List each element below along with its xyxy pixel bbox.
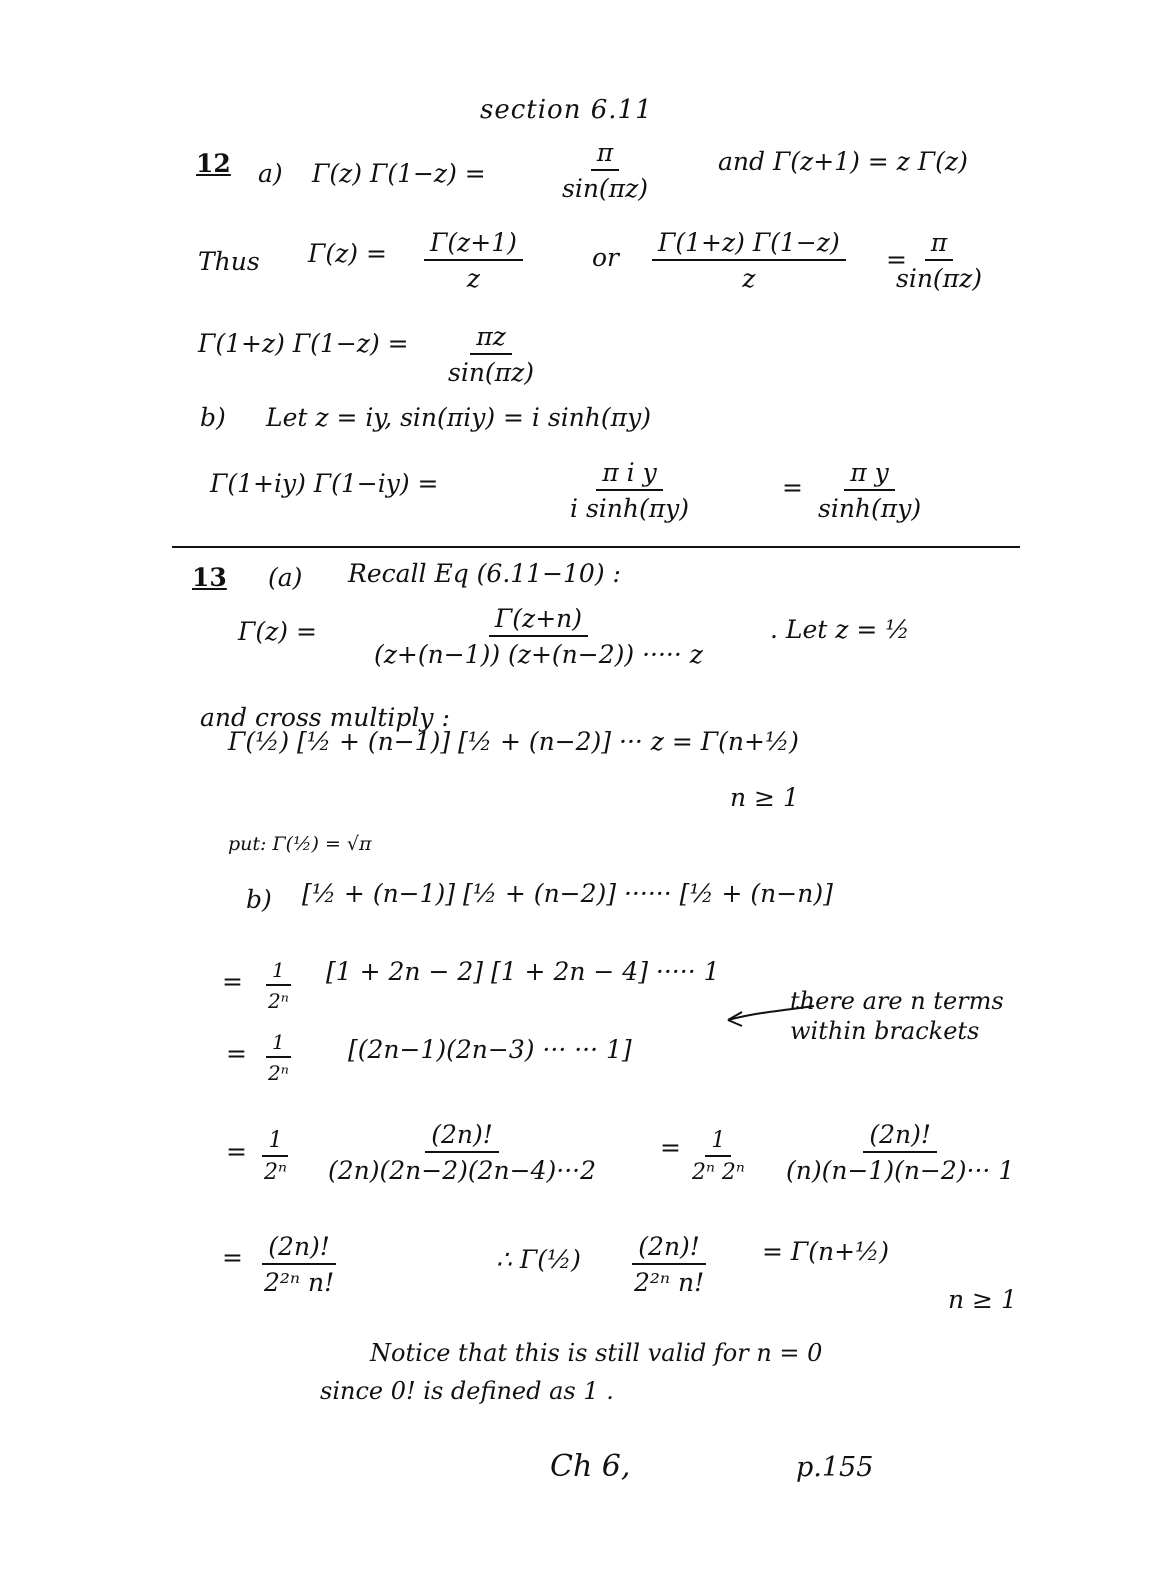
fraction-denominator: sinh(πy): [818, 494, 922, 523]
fraction-denominator: 2²ⁿ n!: [634, 1268, 705, 1297]
part-13a-label: (a): [268, 563, 303, 592]
part-13b-label: b): [246, 885, 272, 914]
line4-equals: =: [226, 1137, 247, 1166]
put-gamma-half: put: Γ(½) = √π: [228, 833, 372, 855]
condition-n-ge-1-b: n ≥ 1: [948, 1285, 1017, 1314]
problem-12-number: 12: [196, 149, 231, 178]
thus-fraction-2: [652, 228, 846, 293]
fraction-denominator: sin(πz): [448, 358, 535, 387]
bracket-terms-annotation: there are n terms within brackets: [790, 987, 1004, 1045]
fraction-numerator: (2n)!: [262, 1232, 336, 1265]
fraction-denominator: (z+(n−1)) (z+(n−2)) ····· z: [374, 640, 703, 669]
fraction-numerator: 1: [705, 1128, 731, 1157]
notice-line-2: since 0! is defined as 1 .: [320, 1377, 614, 1405]
or-word: or: [592, 243, 620, 272]
fraction-denominator: z: [466, 264, 481, 293]
therefore-gamma-half: ∴ Γ(½): [496, 1245, 581, 1274]
gamma-z-lhs: Γ(z) =: [238, 617, 317, 646]
section-title: section 6.11: [480, 95, 653, 125]
fraction-numerator: Γ(1+z) Γ(1−z): [652, 228, 846, 261]
thus-word: Thus: [198, 247, 260, 276]
fraction-denominator: (2n)(2n−2)(2n−4)···2: [328, 1156, 596, 1185]
line3-brackets: [(2n−1)(2n−3) ··· ··· 1]: [348, 1035, 632, 1064]
fraction-denominator: 2ⁿ: [268, 989, 289, 1013]
thus-equals: =: [886, 245, 907, 274]
chapter-label: Ch 6,: [550, 1449, 631, 1484]
line2-fraction: [262, 958, 295, 1013]
fraction-numerator: π y: [844, 458, 895, 491]
fraction-denominator: i sinh(πy): [570, 494, 690, 523]
notice-line-1: Notice that this is still valid for n = 0: [370, 1339, 823, 1367]
part-b-lhs: Γ(1+iy) Γ(1−iy) =: [210, 469, 439, 498]
line5-fraction-2: [628, 1232, 710, 1297]
fraction-numerator: 1: [266, 958, 291, 986]
line4-equals-2: =: [660, 1133, 681, 1162]
result-fraction: [442, 322, 540, 387]
line5-equals: =: [222, 1243, 243, 1272]
part-b-fraction-2: [812, 458, 927, 523]
fraction-numerator: (2n)!: [632, 1232, 706, 1265]
condition-n-ge-1-a: n ≥ 1: [730, 783, 799, 812]
line4-fraction-4: [780, 1120, 1020, 1185]
let-z-half: . Let z = ½: [770, 615, 910, 644]
line3-fraction: [262, 1030, 295, 1085]
line3-equals: =: [226, 1039, 247, 1068]
fraction-numerator: Γ(z+n): [489, 604, 588, 637]
fraction-numerator: 1: [266, 1030, 291, 1058]
thus-fraction-3: [890, 228, 988, 293]
fraction-denominator: sin(πz): [562, 174, 649, 203]
fraction-denominator: (n)(n−1)(n−2)··· 1: [786, 1156, 1015, 1185]
cross-multiply-product: Γ(½) [½ + (n−1)] [½ + (n−2)] ··· z = Γ(n+½): [228, 727, 799, 756]
fraction-denominator: 2ⁿ: [268, 1061, 289, 1085]
thus-lhs: Γ(z) =: [308, 239, 387, 268]
thus-fraction-1: [424, 228, 523, 293]
gamma-z-fraction: [368, 604, 709, 669]
fraction-denominator: z: [742, 264, 756, 293]
line5-result: = Γ(n+½): [762, 1237, 890, 1266]
fraction-numerator: π i y: [596, 458, 662, 491]
fraction-numerator: Γ(z+1): [424, 228, 523, 261]
recall-equation: Recall Eq (6.11−10) :: [348, 559, 621, 588]
part-a-label: a): [258, 159, 283, 188]
page-label: p.155: [796, 1452, 874, 1483]
fraction-denominator: sin(πz): [896, 264, 983, 293]
part-b-label: b): [200, 403, 226, 432]
line5-fraction-1: [258, 1232, 340, 1297]
fraction-denominator: 2²ⁿ n!: [264, 1268, 335, 1297]
fraction-numerator: π: [925, 228, 953, 261]
part-b-substitution: Let z = iy, sin(πiy) = i sinh(πy): [266, 403, 651, 432]
reflection-formula-fraction: [556, 138, 654, 203]
reflection-formula-lhs: Γ(z) Γ(1−z) =: [312, 159, 486, 188]
line2-equals: =: [222, 967, 243, 996]
fraction-denominator: 2ⁿ 2ⁿ: [692, 1160, 745, 1185]
fraction-numerator: 1: [262, 1128, 288, 1157]
cross-multiply-text: and cross multiply :: [200, 703, 450, 732]
fraction-numerator: (2n)!: [863, 1120, 937, 1153]
fraction-numerator: (2n)!: [425, 1120, 499, 1153]
bracket-product-line: [½ + (n−1)] [½ + (n−2)] ······ [½ + (n−n)]: [302, 879, 833, 908]
recurrence-formula: and Γ(z+1) = z Γ(z): [718, 147, 968, 176]
line2-brackets: [1 + 2n − 2] [1 + 2n − 4] ····· 1: [326, 957, 720, 986]
result-lhs: Γ(1+z) Γ(1−z) =: [198, 329, 409, 358]
line4-fraction-1: [258, 1128, 293, 1185]
part-b-equals: =: [782, 473, 803, 502]
fraction-numerator: πz: [470, 322, 512, 355]
fraction-numerator: π: [591, 138, 619, 171]
fraction-denominator: 2ⁿ: [264, 1160, 287, 1185]
problem-separator: [172, 546, 1020, 548]
line4-fraction-3: [686, 1128, 751, 1185]
part-b-fraction-1: [564, 458, 695, 523]
problem-13-number: 13: [192, 563, 227, 592]
line4-fraction-2: [322, 1120, 602, 1185]
